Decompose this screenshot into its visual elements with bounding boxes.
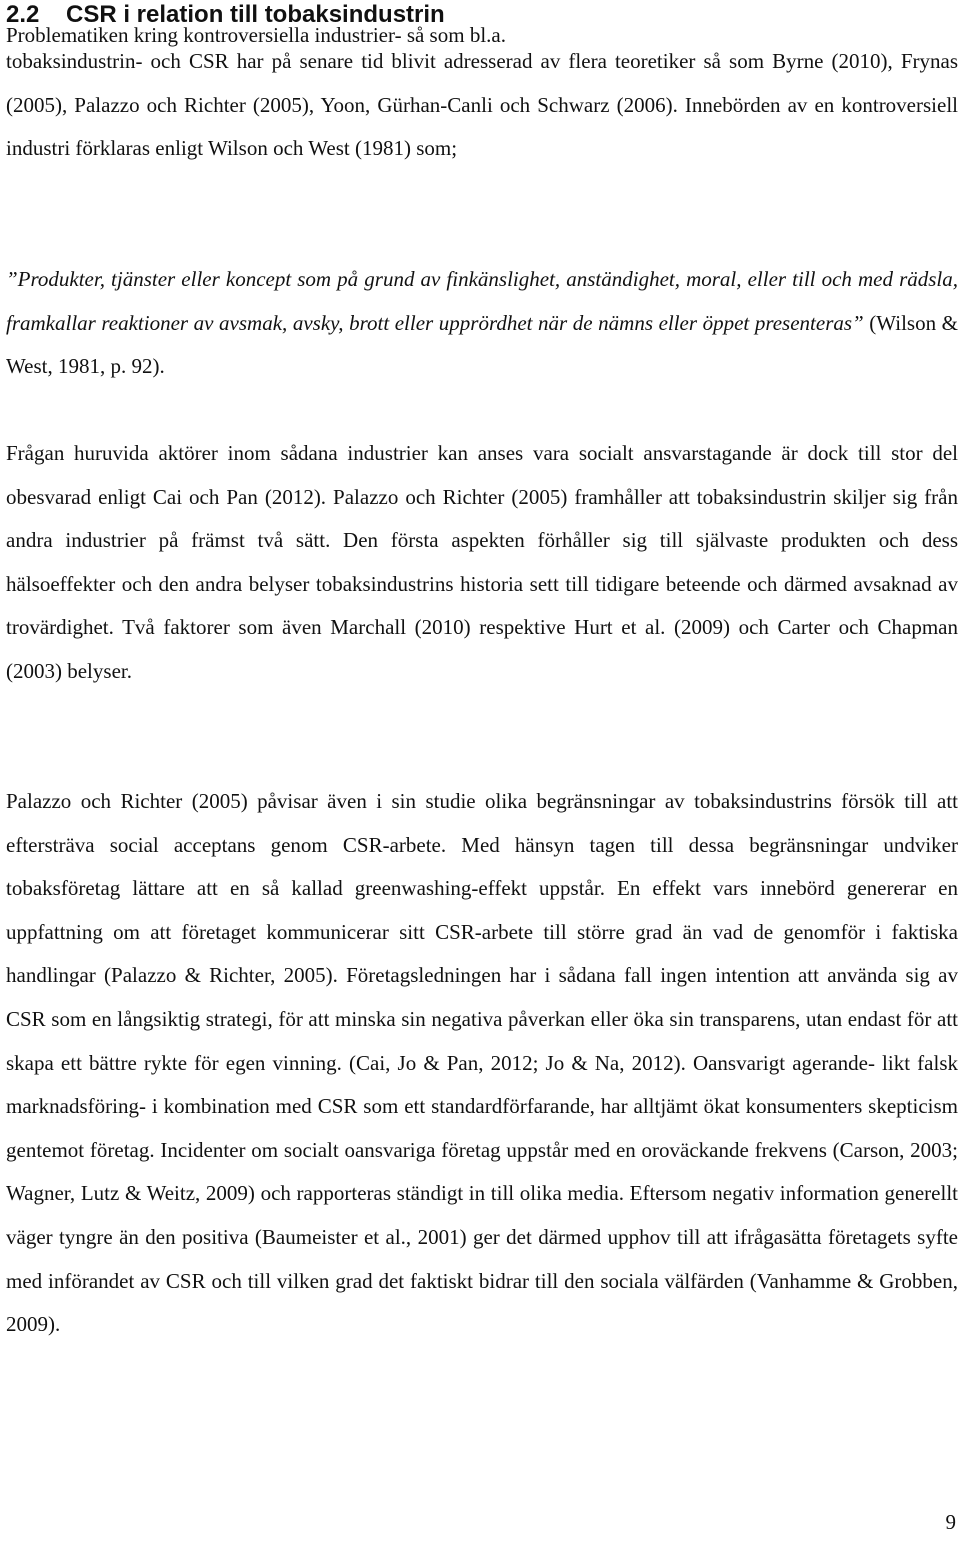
section-title: CSR i relation till tobaksindustrin <box>66 1 445 28</box>
lead-line: Problematiken kring kontroversiella industrier- så som bl.a. <box>6 23 506 47</box>
paragraph-2: Frågan huruvida aktörer inom sådana industrier kan anses vara socialt ansvarstagande är dock till stor del obesvarad enligt Cai och Pan (2012). Palazzo och Richter (2005) framhåller att tobaksindustrin skiljer sig från andra industrier på främst två sätt. Den första aspekten förhåller sig till självaste produkten och dess hälsoeffekter och den andra belyser tobaksindustrins historia sett till tidigare beteende och därmed avsaknad av trovärdighet. Två faktorer som även Marchall (2010) respektive Hurt et al. (2009) och Carter och Chapman (2003) belyser. <box>6 441 958 683</box>
paragraph-3: Palazzo och Richter (2005) påvisar även i sin studie olika begränsningar av tobaksindustrins försök till att eftersträva social acceptans genom CSR-arbete. Med hänsyn tagen till dessa begränsningar undviker tobaksföretag lättare att en så kallad greenwashing-effekt uppstår. En effekt vars innebörd genererar en uppfattning om att företaget kommunicerar sitt CSR-arbete till större grad än vad de genomför i faktiska handlingar (Palazzo & Richter, 2005). Företagsledningen har i sådana fall ingen intention att använda sig av CSR som en långsiktig strategi, för att minska sin negativa påverkan eller öka sin transparens, utan endast för att skapa ett bättre rykte för egen vinning. (Cai, Jo & Pan, 2012; Jo & Na, 2012). Oansvarigt agerande- likt falsk marknadsföring- i kombination med CSR som ett standardförfarande, har alltjämt ökat konsumenters skepticism gentemot företag. Incidenter om socialt oansvariga företag uppstår med en oroväckande frekvens (Carson, 2003; Wagner, Lutz & Weitz, 2009) och rapporteras ständigt in till olika media. Eftersom negativ information generellt väger tyngre än den positiva (Baumeister et al., 2001) ger det därmed upphov till att ifrågasätta företagets syfte med införandet av CSR och till vilken grad det faktiskt bidrar till den sociala välfärden (Vanhamme & Grobben, 2009). <box>6 789 958 1337</box>
paragraph-1 <box>6 40 958 171</box>
block-quote <box>6 258 958 389</box>
quote-text: ”Produkter, tjänster eller koncept som på grund av finkänslighet, anständighet, moral, eller till och med rädsla, framkallar reaktioner av avsmak, avsky, brott eller upprördhet när de nämns eller öppet presenteras” <box>6 267 958 335</box>
section-number: 2.2 <box>6 1 40 28</box>
quote-citation: (Wilson & West, 1981, p. 92). <box>6 310 958 379</box>
paragraph-1-text: tobaksindustrin- och CSR har på senare tid blivit adresserad av flera teoretiker så som Byrne (2010), Frynas (2005), Palazzo och Richter (2005), Yoon, Gürhan-Canli och Schwarz (2006). Innebörden av en kontroversiell industri förklaras enligt Wilson och West (1981) som; <box>6 49 958 161</box>
page-number: 9 <box>945 1510 956 1534</box>
